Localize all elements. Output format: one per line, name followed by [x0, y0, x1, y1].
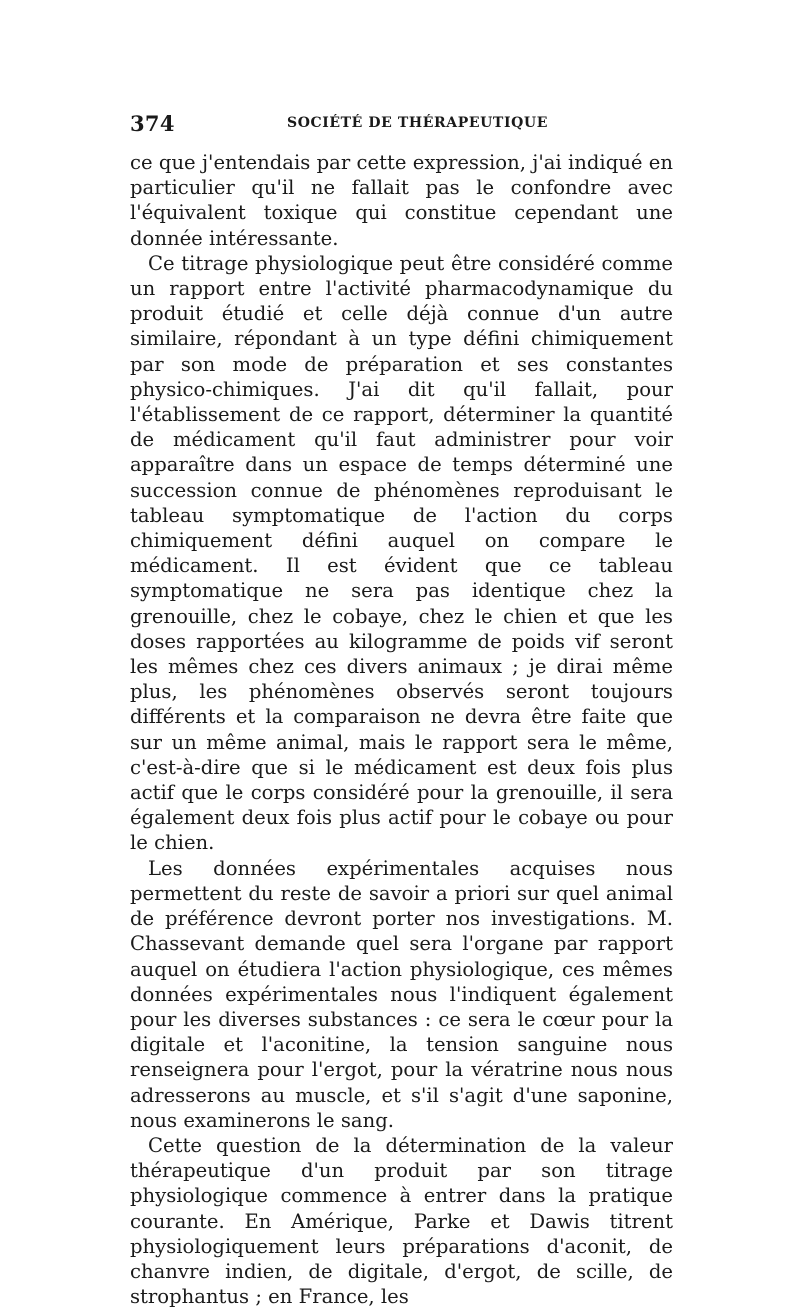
body-text — [130, 150, 673, 1309]
page-number: 374 — [130, 111, 175, 136]
paragraph-question: Cette question de la détermination de la valeur thérapeutique d'un produit par son titrage physiologique commence à entrer dans la pratique courante. En Amérique, Parke et Dawis titrent physiologiquement leurs préparations d'aconit, de chanvre indien, de digitale, d'ergot, de scille, de strophantus ; en France, les — [130, 1133, 673, 1309]
paragraph-continuation: ce que j'entendais par cette expression, j'ai indiqué en particulier qu'il ne fallait pas le confondre avec l'équivalent toxique qui constitue cependant une donnée intéressante. — [130, 151, 673, 250]
paragraph-donnees: Les données expérimentales acquises nous permettent du reste de savoir a priori sur quel animal de préférence devront porter nos investigations. M. Chassevant demande quel sera l'organe par rapport auquel on étudiera l'action physiologique, ces mêmes données expérimentales nous l'indiquent également pour les diverses substances : ce sera le cœur pour la digitale et l'aconitine, la tension sanguine nous renseignera pour l'ergot, pour la vératrine nous nous adresserons au muscle, et s'il s'agit d'une saponine, nous examinerons le sang. — [130, 856, 673, 1132]
running-title: SOCIÉTÉ DE THÉRAPEUTIQUE — [287, 115, 548, 131]
running-head — [130, 111, 675, 141]
paragraph-titrage: Ce titrage physiologique peut être considéré comme un rapport entre l'activité pharmacodynamique du produit étudié et celle déjà connue d'un autre similaire, répondant à un type défini chimiquement par son mode de préparation et ses constantes physico-chimiques. J'ai dit qu'il fallait, pour l'établissement de ce rapport, déterminer la quantité de médicament qu'il faut administrer pour voir apparaître dans un espace de temps déterminé une succession connue de phénomènes reproduisant le tableau symptomatique de l'action du corps chimiquement défini auquel on compare le médicament. Il est évident que ce tableau symptomatique ne sera pas identique chez la grenouille, chez le cobaye, chez le chien et que les doses rapportées au kilogramme de poids vif seront les mêmes chez ces divers animaux ; je dirai même plus, les phénomènes observés seront toujours différents et la comparaison ne devra être faite que sur un même animal, mais le rapport sera le même, c'est-à-dire que si le médicament est deux fois plus actif que le corps considéré pour la grenouille, il sera également deux fois plus actif pour le cobaye ou pour le chien. — [130, 251, 673, 855]
